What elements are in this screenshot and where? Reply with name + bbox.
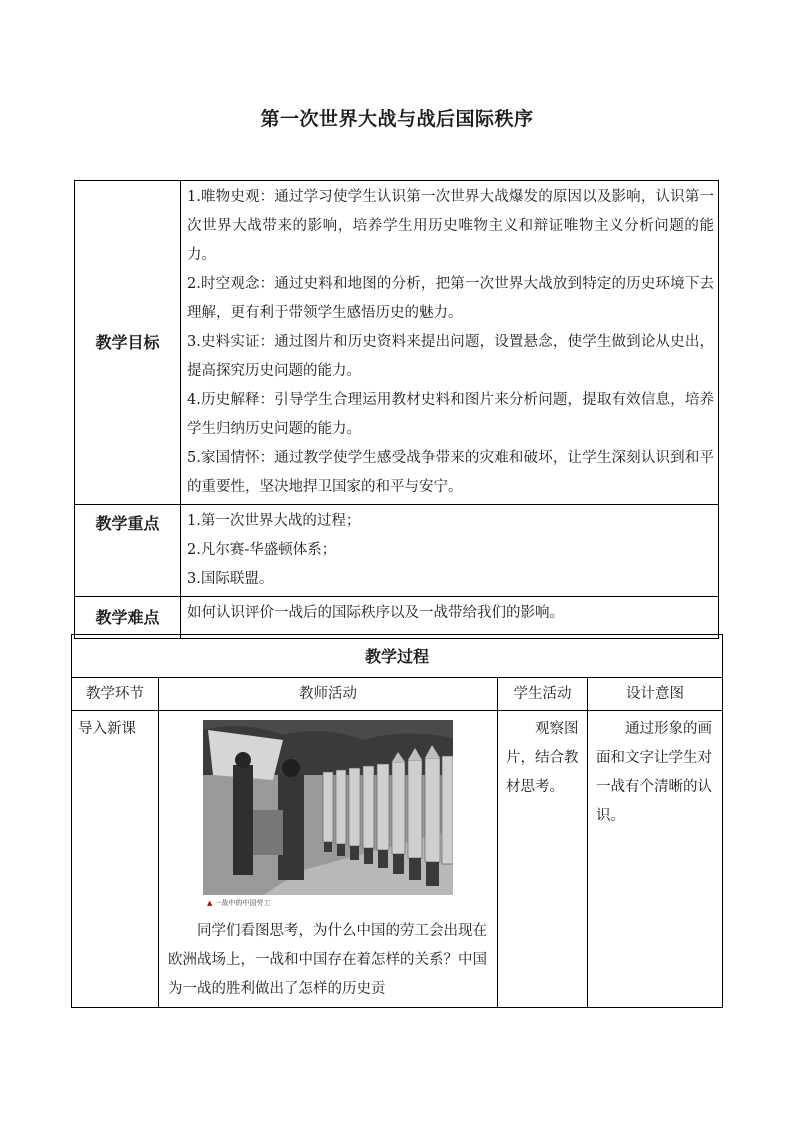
difficulty-label: 教学难点: [75, 597, 181, 639]
design-intent-text: 通过形象的画面和文字让学生对一战有个清晰的认识。: [596, 721, 712, 824]
student-activity-text: 观察图片，结合教材思考。: [506, 721, 579, 795]
photo-figure: [203, 720, 453, 909]
photo-illustration: [203, 720, 453, 895]
teacher-activity-text: 同学们看图思考，为什么中国的劳工会出现在欧洲战场上，一战和中国存在着怎样的关系？中国为一战的胜利做出了怎样的历史贡: [168, 923, 487, 997]
column-header-teacher: 教师活动: [159, 678, 498, 711]
difficulty-text: 如何认识评价一战后的国际秩序以及一战带给我们的影响。: [187, 605, 564, 621]
photo-chinese-laborers: [203, 720, 453, 895]
difficulty-content: [181, 597, 719, 639]
objectives-label: 教学目标: [75, 181, 181, 505]
keypoint-item: 1.第一次世界大战的过程；: [187, 513, 361, 529]
design-intent-cell: [588, 711, 723, 1008]
keypoints-content: [181, 505, 719, 597]
objective-item: 5.家国情怀：通过教学使学生感受战争带来的灾难和破坏，让学生深刻认识到和平的重要性，坚决地捍卫国家的和平与安宁。: [187, 450, 714, 495]
column-header-student: 学生活动: [498, 678, 588, 711]
objective-item: 2.时空观念：通过史料和地图的分析，把第一次世界大战放到特定的历史环境下去理解，更有利于带领学生感悟历史的魅力。: [187, 276, 714, 321]
column-header-intent: 设计意图: [588, 678, 723, 711]
keypoint-item: 2.凡尔赛-华盛顿体系；: [187, 542, 337, 558]
keypoint-item: 3.国际联盟。: [187, 571, 274, 587]
objective-item: 1.唯物史观：通过学习使学生认识第一次世界大战爆发的原因以及影响，认识第一次世界大战带来的影响，培养学生用历史唯物主义和辩证唯物主义分析问题的能力。: [187, 189, 714, 263]
column-header-stage: 教学环节: [72, 678, 159, 711]
stage-text: 导入新课: [78, 721, 136, 737]
photo-caption: ▲ 一战中的中国劳工: [207, 899, 271, 907]
objective-item: 3.史料实证：通过图片和历史资料来提出问题，设置悬念，使学生做到论从史出，提高探究历史问题的能力。: [187, 334, 714, 379]
student-activity-cell: [498, 711, 588, 1008]
teacher-activity-cell: [159, 711, 498, 1008]
keypoints-label: 教学重点: [75, 505, 181, 597]
stage-cell: [72, 711, 159, 1008]
caption-triangle-icon: ▲: [207, 899, 213, 907]
objectives-table: [74, 180, 719, 639]
process-table: [71, 634, 723, 1008]
page-title: 第一次世界大战与战后国际秩序: [260, 108, 534, 130]
objective-item: 4.历史解释：引导学生合理运用教材史料和图片来分析问题，提取有效信息，培养学生归纳历史问题的能力。: [187, 392, 714, 437]
process-header: 教学过程: [72, 635, 723, 678]
objectives-content: [181, 181, 719, 505]
